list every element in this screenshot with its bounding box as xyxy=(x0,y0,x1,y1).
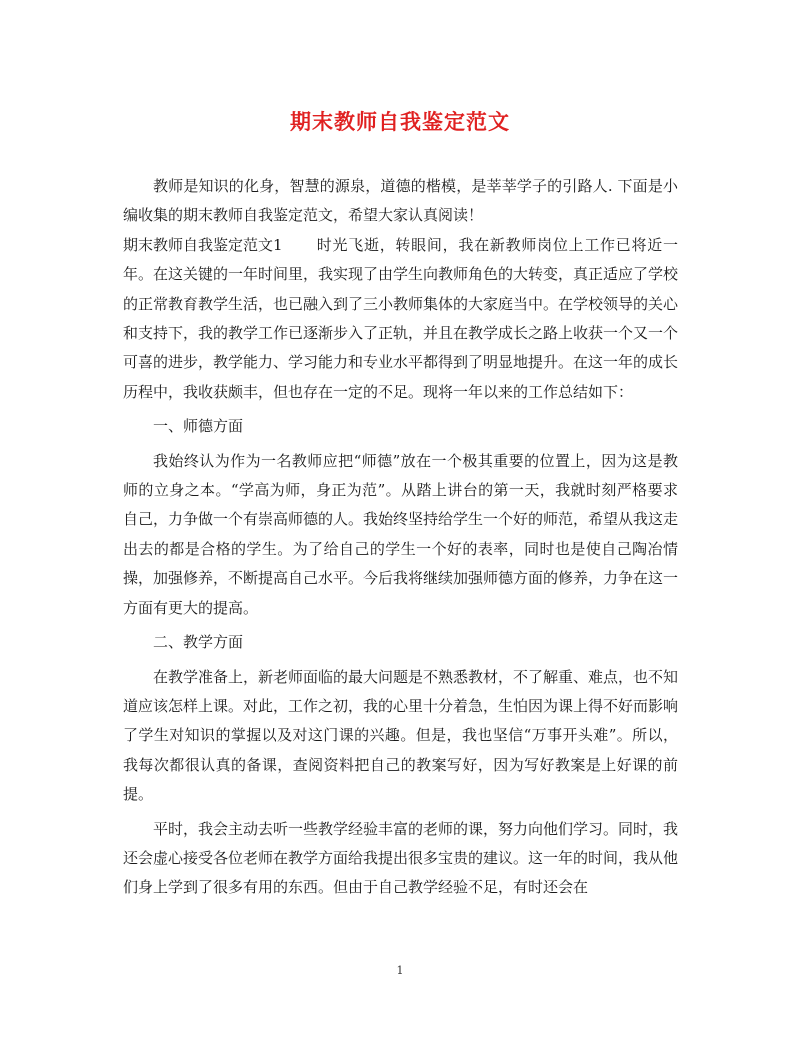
article-first-paragraph xyxy=(123,231,678,407)
section-heading-ethics: 一、师德方面 xyxy=(153,417,244,436)
article-label: 期末教师自我鉴定范文1 xyxy=(123,235,283,254)
section-heading-teaching: 二、教学方面 xyxy=(153,633,244,652)
ethics-paragraph: 我始终认为作为一名教师应把“师德”放在一个极其重要的位置上，因为这是教师的立身之本。“学高为师，身正为范”。从踏上讲台的第一天，我就时刻严格要求自己，力争做一个有崇高师德的人。我始终坚持给学生一个好的师范，希望从我这走出去的都是合格的学生。为了给自己的学生一个好的表率，同时也是使自己陶冶情操，加强修养，不断提高自己水平。今后我将继续加强师德方面的修养，力争在这一方面有更大的提高。 xyxy=(123,451,679,617)
document-body xyxy=(123,172,678,903)
teaching-paragraph-2: 平时，我会主动去听一些教学经验丰富的老师的课，努力向他们学习。同时，我还会虚心接受各位老师在教学方面给我提出很多宝贵的建议。这一年的时间，我从他们身上学到了很多有用的东西。但由于自己教学经验不足，有时还会在 xyxy=(123,819,679,897)
page-number: 1 xyxy=(396,964,404,977)
intro-paragraph: 教师是知识的化身，智慧的源泉，道德的楷模，是莘莘学子的引路人. 下面是小编收集的期末教师自我鉴定范文，希望大家认真阅读！ xyxy=(123,177,678,225)
article-opening-text: 时光飞逝，转眼间，我在新教师岗位上工作已将近一年。在这关键的一年时间里，我实现了由学生向教师角色的大转变，真正适应了学校的正常教育教学生活，也已融入到了三小教师集体的大家庭当中。在学校领导的关心和支持下，我的教学工作已逐渐步入了正轨，并且在教学成长之路上收获一个又一个可喜的进步，教学能力、学习能力和专业水平都得到了明显地提升。在这一年的成长历程中，我收获颇丰，但也存在一定的不足。现将一年以来的工作总结如下： xyxy=(123,235,679,401)
teaching-paragraph-1: 在教学准备上，新老师面临的最大问题是不熟悉教材，不了解重、难点，也不知道应该怎样上课。对此，工作之初，我的心里十分着急，生怕因为课上得不好而影响了学生对知识的掌握以及对这门课的兴趣。但是，我也坚信“万事开头难”。所以，我每次都很认真的备课，查阅资料把自己的教案写好，因为写好教案是上好课的前提。 xyxy=(123,667,679,804)
document-title: 期末教师自我鉴定范文 xyxy=(290,109,510,134)
